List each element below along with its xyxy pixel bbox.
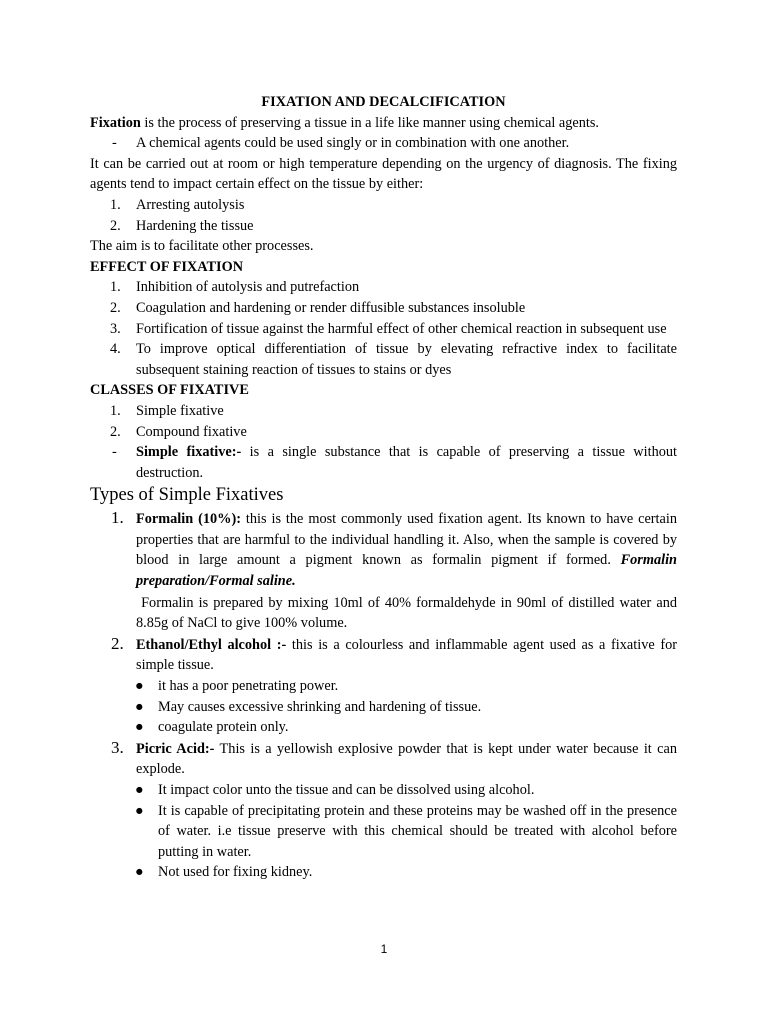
document-body <box>90 92 677 883</box>
bullet-item: ● Not used for fixing kidney. <box>135 864 313 881</box>
list-item: 2. Coagulation and hardening or render diffusible substances insoluble <box>110 299 526 316</box>
dash-item: - Simple fixative:- is a single substance that is capable of preserving a tissue without destruction. <box>112 444 677 481</box>
section-heading: CLASSES OF FIXATIVE <box>90 382 249 399</box>
page-number: 1 <box>380 942 388 956</box>
fixation-term: Fixation <box>90 114 141 131</box>
subheading: Formalin preparation/Formal saline. <box>136 552 677 590</box>
page-title: FIXATION AND DECALCIFICATION <box>261 94 506 110</box>
paragraph: Formalin is prepared by mixing 10ml of 40% formaldehyde in 90ml of distilled water and 8.85g of NaCl to give 100% volume. <box>136 594 677 632</box>
list-item: 1. Arresting autolysis <box>110 196 245 213</box>
paragraph: The aim is to facilitate other processes. <box>90 238 314 255</box>
bullet-item: ● It impact color unto the tissue and can be dissolved using alcohol. <box>135 782 535 798</box>
list-item: 1. Inhibition of autolysis and putrefaction <box>110 279 360 296</box>
list-item: 3. Picric Acid:- This is a yellowish explosive powder that is kept under water because it can explode. <box>111 737 678 778</box>
bullet-item: ● It is capable of precipitating protein and these proteins may be washed off in the presence of water. i.e tissue preserve with this chemical should be treated with alcohol before putting in water. <box>135 802 677 860</box>
list-item: 3. Fortification of tissue against the harmful effect of other chemical reaction in subsequent use <box>110 320 667 337</box>
list-item: 4. To improve optical differentiation of tissue by elevating refractive index to facilitate subsequent staining reaction of tissues to stains or dyes <box>110 341 677 378</box>
fixation-definition: Fixation is the process of preserving a tissue in a life like manner using chemical agents. <box>90 114 600 131</box>
bullet-item: ● May causes excessive shrinking and hardening of tissue. <box>135 698 482 715</box>
dash-item: - A chemical agents could be used singly or in combination with one another. <box>112 135 570 152</box>
section-heading: EFFECT OF FIXATION <box>90 258 244 275</box>
bullet-item: ● coagulate protein only. <box>135 719 289 736</box>
list-item: 2. Hardening the tissue <box>110 217 254 234</box>
list-item: 2. Compound fixative <box>110 423 247 440</box>
bullet-item: ● it has a poor penetrating power. <box>135 678 339 695</box>
list-item: 1. Simple fixative <box>110 402 224 419</box>
list-item: 1. Formalin (10%): this is the most commonly used fixation agent. Its known to have certain properties that are harmful to the individual handling it. Also, when the sample is covered by blood in large amount a pigment known as formalin pigment if formed. Formalin preparation/Formal saline. <box>111 508 677 590</box>
paragraph: It can be carried out at room or high temperature depending on the urgency of diagnosis. The fixing agents tend to impact certain effect on the tissue by either: <box>90 155 677 193</box>
list-item: 2. Ethanol/Ethyl alcohol :- this is a colourless and inflammable agent used as a fixative for simple tissue. <box>111 633 677 674</box>
section-heading: Types of Simple Fixatives <box>90 485 284 506</box>
